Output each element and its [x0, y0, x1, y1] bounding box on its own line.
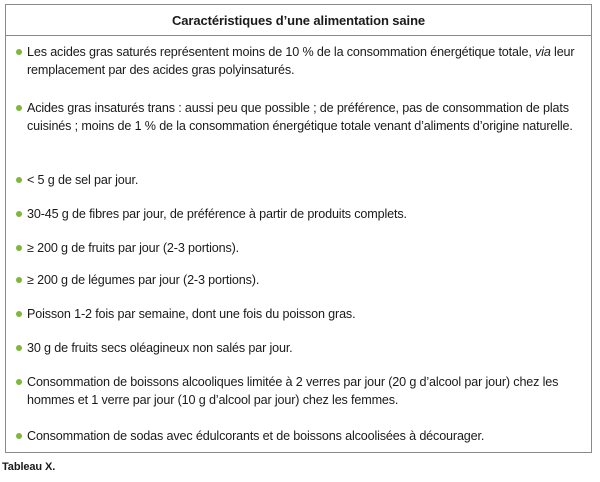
list-item-text: < 5 g de sel par jour.: [27, 173, 139, 187]
list-item-text: Consommation de sodas avec édulcorants et de boissons alcoolisées à décourager.: [27, 429, 485, 443]
bullet-icon: [16, 211, 22, 217]
list-item: [16, 339, 583, 357]
bullet-icon: [16, 379, 22, 385]
bullet-icon: [16, 245, 22, 251]
list-item: [16, 43, 583, 79]
recommendations-table: [5, 4, 592, 453]
list-item-text: Les acides gras saturés représentent moins de 10 % de la consommation énergétique totale, via leur remplacement par des acides gras polyinsaturés.: [27, 45, 575, 77]
list-item: [16, 171, 583, 189]
list-item-text: Consommation de boissons alcooliques limitée à 2 verres par jour (20 g d’alcool par jour) chez les hommes et 1 verre par jour (10 g d’alcool par jour) chez les femmes.: [27, 375, 559, 407]
list-item-text: ≥ 200 g de légumes par jour (2-3 portions).: [27, 273, 260, 287]
list-item-text: 30 g de fruits secs oléagineux non salés par jour.: [27, 341, 293, 355]
bullet-icon: [16, 345, 22, 351]
list-item-text: 30-45 g de fibres par jour, de préférence à partir de produits complets.: [27, 207, 407, 221]
list-item-text: ≥ 200 g de fruits par jour (2-3 portions).: [27, 241, 240, 255]
list-item: [16, 427, 583, 445]
list-item: [16, 305, 583, 323]
bullet-icon: [16, 277, 22, 283]
list-item-text: Acides gras insaturés trans : aussi peu que possible ; de préférence, pas de consommation de plats cuisinés ; moins de 1 % de la consommation énergétique totale venant d’aliments d’origine naturelle.: [27, 101, 573, 133]
bullet-icon: [16, 105, 22, 111]
list-item: [16, 99, 583, 135]
list-item: [16, 271, 583, 289]
list-item-text: Poisson 1-2 fois par semaine, dont une fois du poisson gras.: [27, 307, 356, 321]
list-item: [16, 373, 583, 409]
bullet-icon: [16, 49, 22, 55]
bullet-icon: [16, 177, 22, 183]
bullet-icon: [16, 433, 22, 439]
bullet-icon: [16, 311, 22, 317]
table-caption: Tableau X.: [2, 461, 56, 473]
list-item: [16, 205, 583, 223]
list-item: [16, 239, 583, 257]
table-title: Caractéristiques d’une alimentation saine: [6, 5, 591, 36]
